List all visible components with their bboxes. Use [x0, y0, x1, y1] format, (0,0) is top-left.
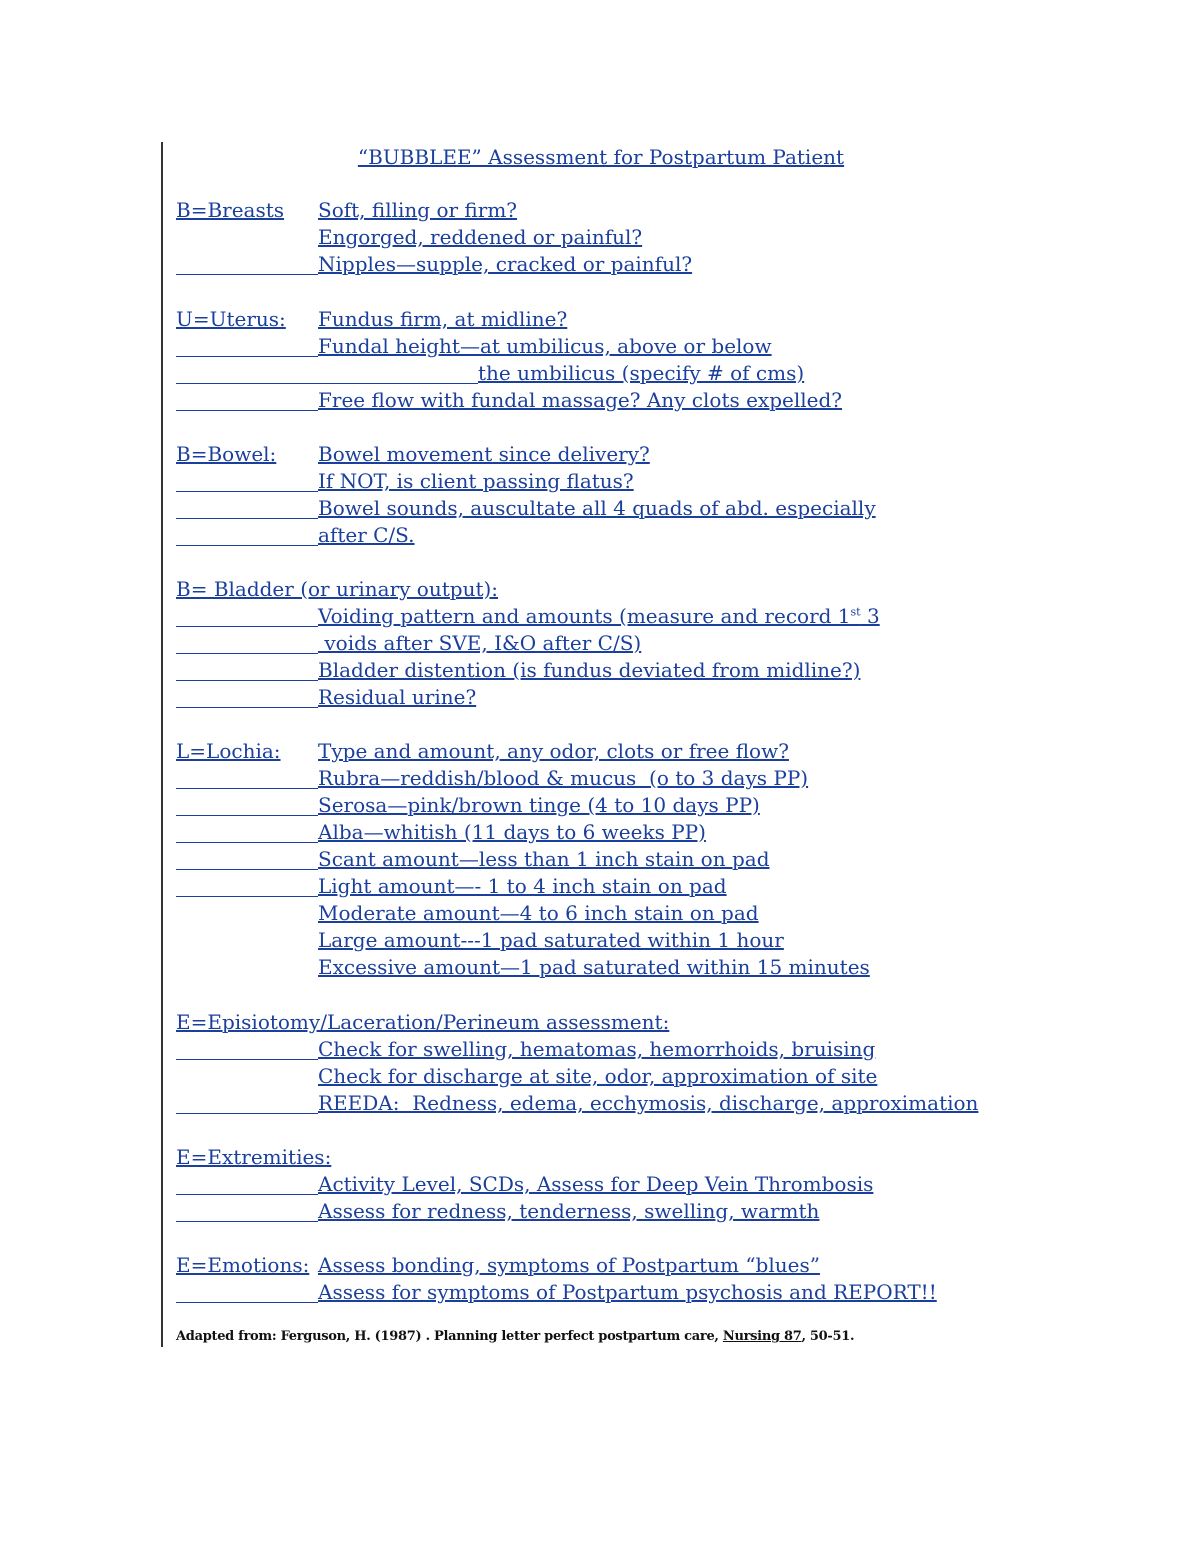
blank-rule: [176, 875, 318, 897]
bowel-row-1: [176, 443, 650, 470]
blank-rule: [176, 821, 318, 843]
bowel-line: Bowel sounds, auscultate all 4 quads of abd. especially: [318, 496, 876, 520]
uterus-line: Fundus firm, at midline?: [318, 307, 568, 331]
emotions-line: Assess for symptoms of Postpartum psychosis and REPORT!!: [318, 1280, 937, 1304]
bladder-row-3: [176, 659, 860, 686]
episiotomy-row-2: [176, 1065, 877, 1092]
bowel-line: If NOT, is client passing flatus?: [318, 469, 634, 493]
blank-rule: [176, 1092, 318, 1114]
episiotomy-line: Check for discharge at site, odor, approximation of site: [318, 1064, 878, 1088]
blank-rule: [176, 1200, 318, 1222]
lochia-row-9: [176, 956, 870, 983]
uterus-label: U=Uterus:: [176, 307, 286, 331]
emotions-row-2: [176, 1281, 937, 1308]
blank-rule: [176, 524, 318, 546]
extremities-line: Assess for redness, tenderness, swelling, warmth: [318, 1199, 820, 1223]
bladder-line: Residual urine?: [318, 685, 477, 709]
blank-rule: [176, 767, 318, 789]
document-title: “BUBBLEE” Assessment for Postpartum Patient: [357, 145, 845, 169]
blank-rule: [176, 659, 318, 681]
lochia-row-6: [176, 875, 727, 902]
breasts-line: Nipples—supple, cracked or painful?: [318, 252, 693, 276]
blank-rule: [176, 389, 318, 411]
extremities-row-1: [176, 1173, 873, 1200]
blank-rule: [176, 794, 318, 816]
extremities-row-2: [176, 1200, 819, 1227]
emotions-line: Assess bonding, symptoms of Postpartum “blues”: [318, 1253, 820, 1277]
bowel-row-3: [176, 497, 876, 524]
bowel-row-2: [176, 470, 634, 497]
blank-rule: [176, 632, 318, 654]
blank-rule: [176, 686, 318, 708]
bladder-line: Voiding pattern and amounts (measure and record 1st 3: [318, 604, 880, 628]
bladder-row-2: [176, 632, 641, 659]
lochia-line: Excessive amount—1 pad saturated within 15 minutes: [318, 955, 870, 979]
bowel-line: Bowel movement since delivery?: [318, 442, 650, 466]
extremities-line: Activity Level, SCDs, Assess for Deep Vein Thrombosis: [318, 1172, 874, 1196]
episiotomy-row-1: [176, 1038, 875, 1065]
lochia-line: Light amount—- 1 to 4 inch stain on pad: [318, 874, 727, 898]
emotions-row-1: [176, 1254, 820, 1281]
episiotomy-row-3: [176, 1092, 978, 1119]
lochia-row-5: [176, 848, 770, 875]
uterus-row-2: [176, 335, 772, 362]
breasts-line: Engorged, reddened or painful?: [318, 225, 643, 249]
episiotomy-label: E=Episiotomy/Laceration/Perineum assessment:: [176, 1010, 670, 1034]
lochia-row-2: [176, 767, 808, 794]
breasts-row-1: [176, 199, 517, 226]
uterus-row-3: [176, 362, 804, 389]
blank-rule: [176, 335, 318, 357]
extremities-row-0: [176, 1146, 331, 1173]
blank-rule: [176, 1281, 318, 1303]
breasts-row-2: [176, 226, 642, 253]
lochia-row-7: [176, 902, 759, 929]
uterus-line: the umbilicus (specify # of cms): [478, 361, 805, 385]
bladder-line: Bladder distention (is fundus deviated from midline?): [318, 658, 861, 682]
lochia-line: Rubra—reddish/blood & mucus (o to 3 days PP): [318, 766, 809, 790]
lochia-line: Alba—whitish (11 days to 6 weeks PP): [318, 820, 706, 844]
lochia-line: Scant amount—less than 1 inch stain on pad: [318, 847, 770, 871]
bowel-line: after C/S.: [318, 523, 415, 547]
blank-rule: [176, 848, 318, 870]
lochia-line: Serosa—pink/brown tinge (4 to 10 days PP): [318, 793, 760, 817]
uterus-row-4: [176, 389, 842, 416]
lochia-row-8: [176, 929, 784, 956]
uterus-row-1: [176, 308, 567, 335]
blank-rule: [176, 253, 318, 275]
bladder-row-0: [176, 578, 498, 605]
blank-rule: [176, 605, 318, 627]
lochia-row-1: [176, 740, 789, 767]
lochia-line: Type and amount, any odor, clots or free flow?: [318, 739, 789, 763]
bladder-line: voids after SVE, I&O after C/S): [318, 631, 642, 655]
uterus-line: Fundal height—at umbilicus, above or below: [318, 334, 772, 358]
episiotomy-line: REEDA: Redness, edema, ecchymosis, discharge, approximation: [318, 1091, 979, 1115]
bladder-row-4: [176, 686, 476, 713]
left-margin-rule: [161, 142, 163, 1347]
uterus-line: Free flow with fundal massage? Any clots expelled?: [318, 388, 843, 412]
lochia-line: Moderate amount—4 to 6 inch stain on pad: [318, 901, 759, 925]
extremities-label: E=Extremities:: [176, 1145, 332, 1169]
episiotomy-row-0: [176, 1011, 669, 1038]
bladder-row-1: [176, 605, 880, 632]
blank-rule: [176, 497, 318, 519]
blank-rule: [176, 1173, 318, 1195]
bowel-row-4: [176, 524, 415, 551]
bowel-label: B=Bowel:: [176, 442, 277, 466]
lochia-label: L=Lochia:: [176, 739, 281, 763]
blank-rule: [176, 470, 318, 492]
blank-rule: [176, 1038, 318, 1060]
breasts-label: B=Breasts: [176, 198, 285, 222]
bladder-label: B= Bladder (or urinary output):: [176, 577, 499, 601]
lochia-row-3: [176, 794, 760, 821]
lochia-row-4: [176, 821, 706, 848]
citation: Adapted from: Ferguson, H. (1987) . Planning letter perfect postpartum care, Nursing 87, 50-51.: [176, 1329, 855, 1344]
episiotomy-line: Check for swelling, hematomas, hemorrhoids, bruising: [318, 1037, 876, 1061]
breasts-line: Soft, filling or firm?: [318, 198, 518, 222]
citation-journal: Nursing 87: [722, 1329, 802, 1344]
breasts-row-3: [176, 253, 692, 280]
emotions-label: E=Emotions:: [176, 1253, 310, 1277]
lochia-line: Large amount---1 pad saturated within 1 hour: [318, 928, 784, 952]
blank-rule: [176, 362, 478, 384]
